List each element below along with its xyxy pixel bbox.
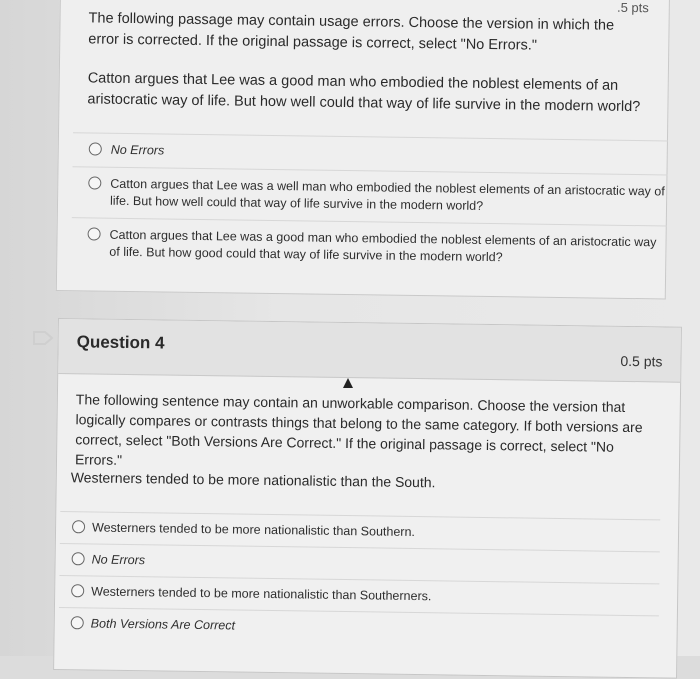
radio-button-icon[interactable] xyxy=(71,584,84,597)
question-instructions: The following sentence may contain an unworkable comparison. Choose the version that logically compares or contrasts things that belong to the same category. If both versions are correct, select "Both Versions Are Correct." If the original passage is correct, select "No Errors." xyxy=(74,391,643,468)
question-options xyxy=(59,511,661,647)
answer-option[interactable] xyxy=(72,166,668,225)
radio-button-icon[interactable] xyxy=(72,552,85,565)
question-header xyxy=(58,319,681,383)
previous-question-instructions: The following passage may contain usage errors. Choose the version in which the error is corrected. If the original passage is correct, select "No Errors." xyxy=(88,10,615,54)
answer-option-label: No Errors xyxy=(91,552,146,568)
previous-question-card xyxy=(56,0,670,299)
previous-question-prompt: Catton argues that Lee was a good man who embodied the noblest elements of an aristocratic way of life. But how well could that way of life survive in the modern world? xyxy=(87,70,641,116)
radio-button-icon[interactable] xyxy=(71,616,84,629)
answer-option-label: Catton argues that Lee was a well man who embodied the noblest elements of an aristocratic way of life. But how well could that way of life survive in the modern world? xyxy=(109,176,665,213)
question-title: Question 4 xyxy=(76,332,165,353)
mouse-cursor-icon xyxy=(343,378,353,388)
answer-option-label: Catton argues that Lee was a good man who embodied the noblest elements of an aristocratic way of life. But how good could that way of life survive in the modern world? xyxy=(109,227,657,265)
previous-question-options xyxy=(71,132,668,276)
question-4-card xyxy=(53,318,682,679)
question-points: 0.5 pts xyxy=(620,352,663,370)
answer-option-label: No Errors xyxy=(110,142,165,158)
answer-option-label: Westerners tended to be more nationalistic than Southern. xyxy=(91,520,416,540)
question-prompt: Westerners tended to be more nationalistic than the South. xyxy=(70,469,436,491)
unanswered-flag-icon xyxy=(32,330,54,346)
radio-button-icon[interactable] xyxy=(88,176,101,189)
answer-option-label: Westerners tended to be more nationalistic than Southerners. xyxy=(91,584,432,604)
previous-question-points: .5 pts xyxy=(616,0,649,16)
radio-button-icon[interactable] xyxy=(89,142,102,155)
radio-button-icon[interactable] xyxy=(88,227,101,240)
answer-option[interactable] xyxy=(71,217,667,276)
radio-button-icon[interactable] xyxy=(72,520,85,533)
answer-option-label: Both Versions Are Correct xyxy=(90,616,236,633)
